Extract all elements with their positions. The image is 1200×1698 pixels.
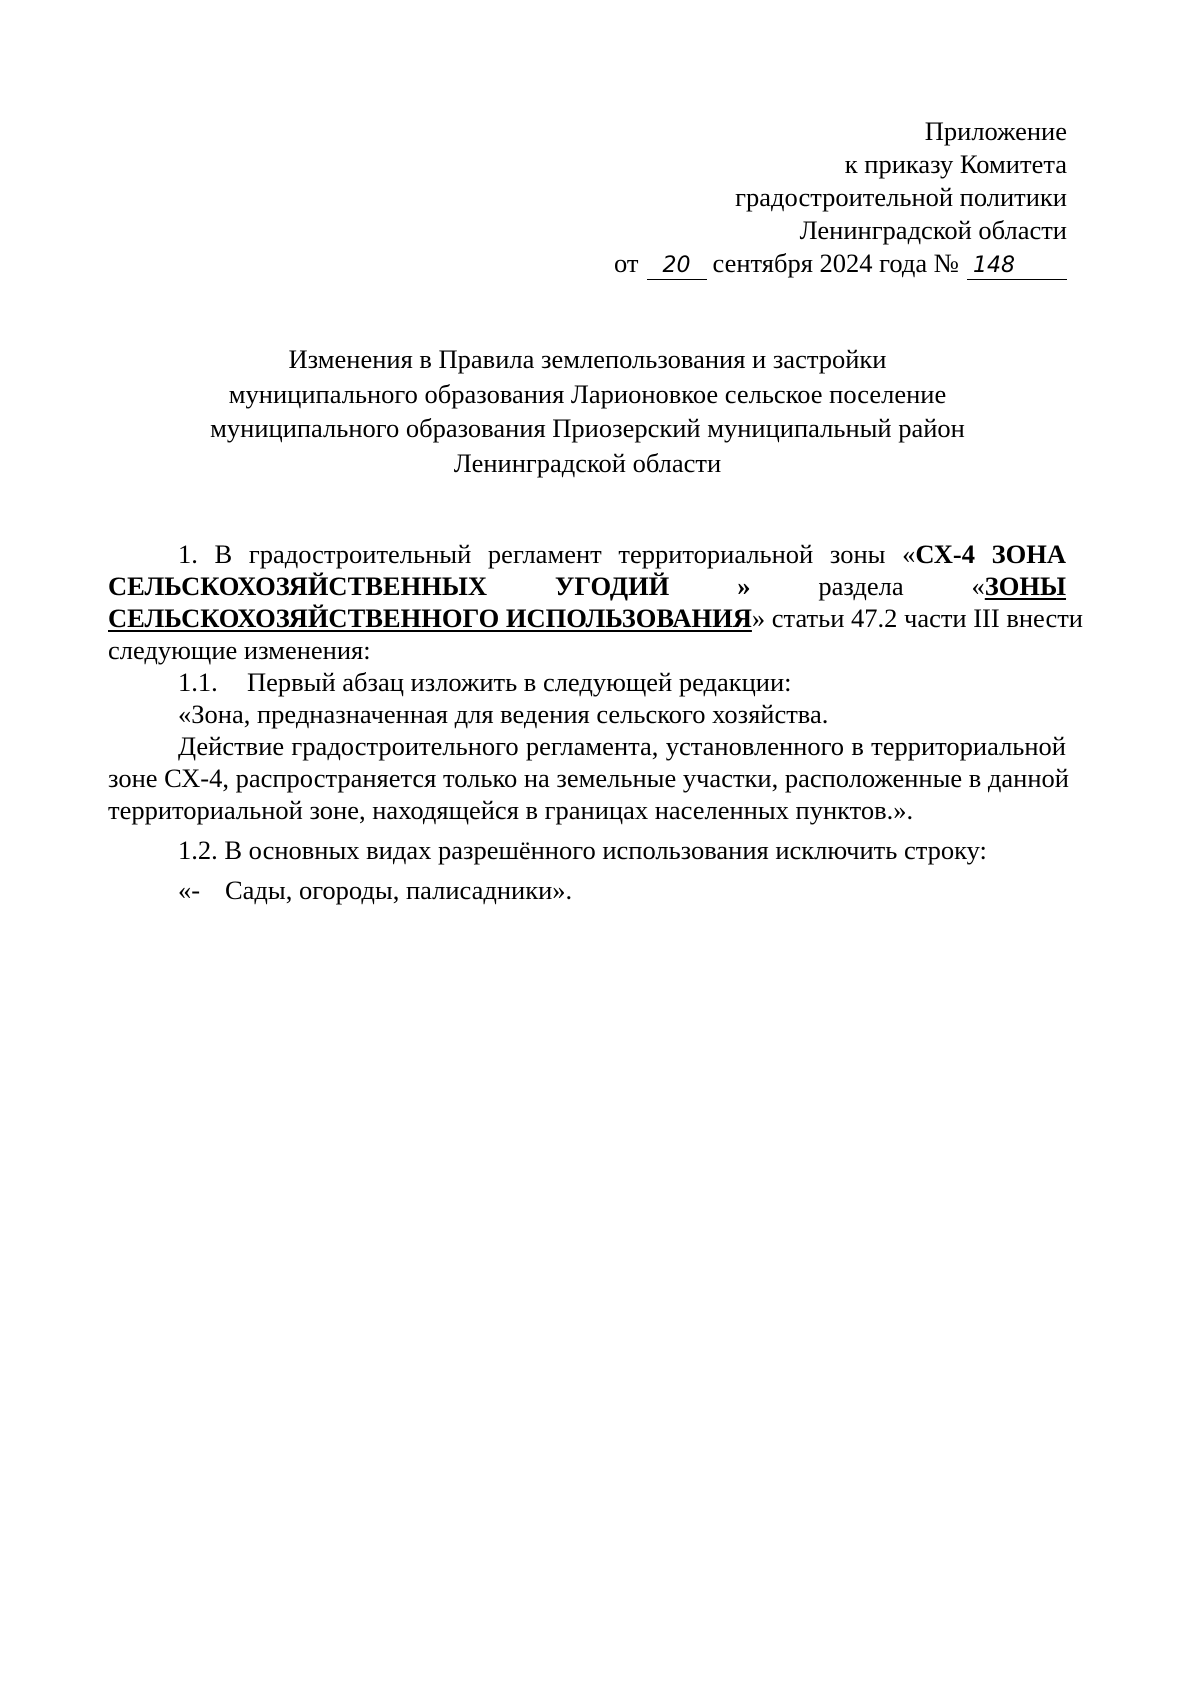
- header-line-1: Приложение: [924, 116, 1067, 146]
- document-body: [108, 538, 1083, 906]
- header-date-line: [614, 247, 1067, 280]
- item-1-2-row: [108, 874, 1066, 906]
- section1-intro-end: » статьи 47.2 части III внести: [751, 603, 1083, 633]
- date-rest: сентября 2024 года №: [712, 248, 959, 278]
- section1-intro: 1. В градостроительный регламент территориальной зоны «: [178, 539, 916, 569]
- zone-quote-close: »: [737, 571, 751, 601]
- section-title-wrap: [972, 571, 1066, 601]
- row-text: Сады, огороды, палисадники».: [225, 875, 573, 905]
- title-line-2: муниципального образования Ларионовкое сельское поселение: [228, 378, 947, 409]
- title-line-4: Ленинградской области: [453, 447, 722, 478]
- paragraph-gap: [108, 826, 1066, 834]
- razdela-word: раздела: [818, 571, 904, 601]
- item-1-1-para-line-2: зоне СХ-4, распространяется только на земельные участки, расположенные в данной: [108, 763, 1069, 793]
- handwritten-number: 148: [967, 253, 1067, 280]
- item-1-2: 1.2. В основных видах разрешённого использования исключить строку:: [178, 835, 987, 865]
- date-prefix: от: [614, 248, 639, 278]
- section1-line-1: [108, 538, 1066, 570]
- item-1-1-para-line-3: территориальной зоне, находящейся в границах населенных пунктов.».: [108, 795, 914, 825]
- title-line-3: муниципального образования Приозерский муниципальный район: [210, 413, 965, 443]
- section-title-part-2: СЕЛЬСКОХОЗЯЙСТВЕННОГО ИСПОЛЬЗОВАНИЯ: [108, 603, 752, 633]
- zone-name: СЕЛЬСКОХОЗЯЙСТВЕННЫХ УГОДИЙ: [108, 571, 670, 601]
- section-quote-open: «: [971, 571, 985, 601]
- item-1-1-quote: «Зона, предназначенная для ведения сельского хозяйства.: [178, 699, 829, 729]
- paragraph-gap: [108, 866, 1066, 874]
- header-line-4: Ленинградской области: [799, 215, 1067, 245]
- section-title-part-1: ЗОНЫ: [984, 571, 1067, 601]
- header-line-2: к приказу Комитета: [844, 149, 1067, 179]
- title-line-1: Изменения в Правила землепользования и застройки: [288, 344, 887, 374]
- item-1-1: [108, 666, 1066, 698]
- item-1-1-text: Первый абзац изложить в следующей редакции:: [247, 667, 792, 697]
- section1-line-3: [108, 602, 1083, 634]
- row-lead: «-: [178, 875, 201, 905]
- appendix-header: [614, 115, 1067, 280]
- item-1-1-number: 1.1.: [178, 667, 218, 697]
- item-1-1-para-line-1: Действие градостроительного регламента, установленного в территориальной: [178, 731, 1066, 761]
- handwritten-day: 20: [647, 253, 707, 280]
- document-title: [180, 342, 995, 480]
- zone-code: СХ-4 ЗОНА: [915, 539, 1067, 569]
- header-line-3: градостроительной политики: [735, 182, 1067, 212]
- section1-line-2: [108, 570, 1066, 602]
- section1-line-4: следующие изменения:: [108, 635, 371, 665]
